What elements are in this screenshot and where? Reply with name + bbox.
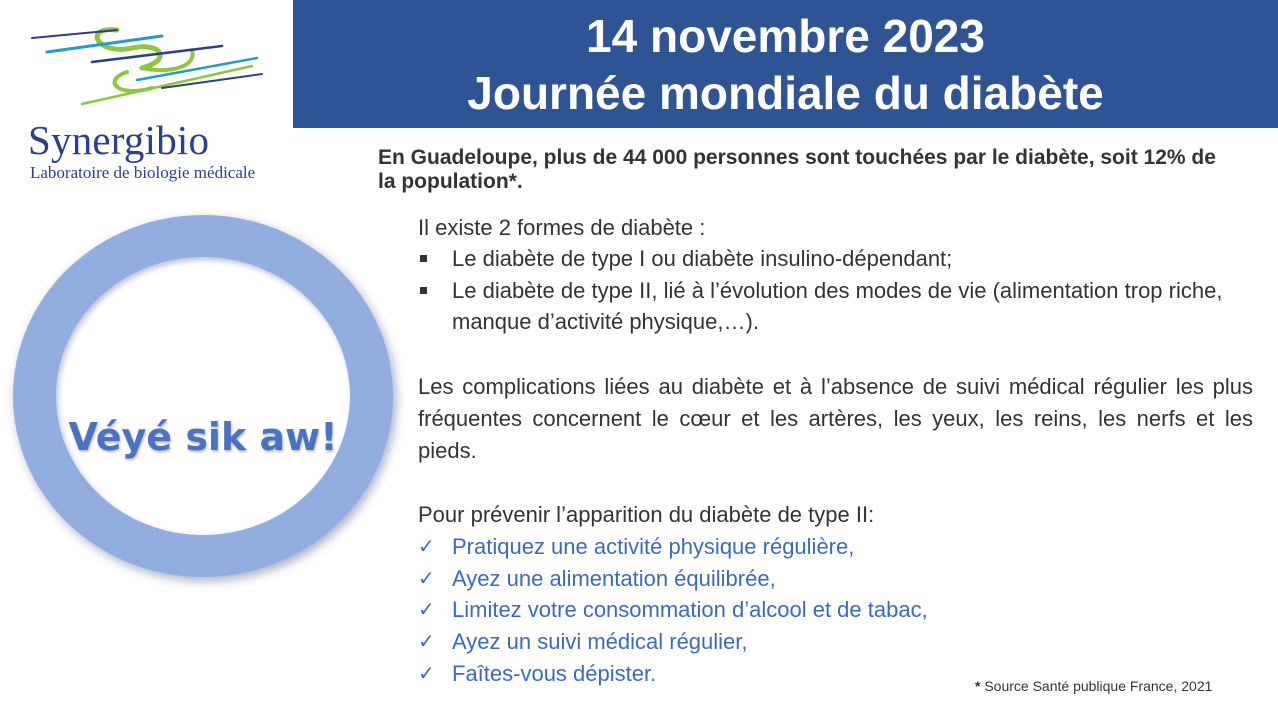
list-item-text: Limitez votre consommation d’alcool et de tabac, [452, 597, 928, 623]
logo-subtitle: Laboratoire de biologie médicale [30, 163, 256, 182]
list-item [418, 531, 928, 563]
banner-date: 14 novembre 2023 [586, 10, 985, 62]
checkmark-icon: ✓ [418, 534, 435, 558]
checkmark-icon: ✓ [418, 629, 435, 654]
list-item-text: Ayez un suivi médical régulier, [452, 629, 748, 655]
slogan-text: Véyé sik aw! [68, 415, 338, 459]
checkmark-icon: ✓ [418, 565, 435, 590]
banner-title: Journée mondiale du diabète [467, 67, 1104, 119]
logo-name: Synergibio [28, 117, 210, 163]
slogan-ring [13, 215, 393, 577]
list-item-text: Le diabète de type II, lié à l’évolution des modes de vie (alimentation trop riche, manque d’activité physique,…). [452, 277, 1223, 334]
intro-statement: En Guadeloupe, plus de 44 000 personnes sont touchées par le diabète, soit 12% de la population*. [378, 146, 1216, 193]
list-item-text: Faîtes-vous dépister. [452, 660, 657, 686]
complications-paragraph: Les complications liées au diabète et à l’absence de suivi médical régulier les plus fréquentes concernent le cœur et les artères, les yeux, les reins, les nerfs et les pieds. [418, 374, 1253, 463]
forms-title: Il existe 2 formes de diabète : [418, 215, 706, 240]
checkmark-icon: ✓ [418, 660, 435, 685]
footnote-text: Source Santé publique France, 2021 [980, 678, 1213, 694]
forms-list [418, 243, 1263, 338]
list-item-text: Pratiquez une activité physique régulière, [452, 534, 855, 559]
list-item [418, 275, 1263, 338]
checkmark-icon: ✓ [418, 597, 435, 622]
list-item [418, 658, 928, 690]
list-item [418, 626, 928, 658]
list-item [418, 594, 928, 626]
slogan-ring-inner [56, 257, 350, 535]
prevention-title: Pour prévenir l’apparition du diabète de type II: [418, 502, 875, 527]
list-item [418, 563, 928, 595]
square-bullet-icon [420, 255, 427, 262]
source-footnote [975, 678, 1212, 694]
list-item-text: Ayez une alimentation équilibrée, [452, 565, 776, 591]
logo-swirl-icon [22, 8, 272, 118]
header-banner [293, 0, 1278, 128]
prevention-list [418, 531, 928, 690]
list-item [418, 243, 1263, 275]
footnote-marker: * [975, 678, 981, 694]
list-item-text: Le diabète de type I ou diabète insulino-dépendant; [452, 246, 953, 271]
square-bullet-icon [420, 287, 427, 294]
synergibio-logo [22, 8, 272, 188]
